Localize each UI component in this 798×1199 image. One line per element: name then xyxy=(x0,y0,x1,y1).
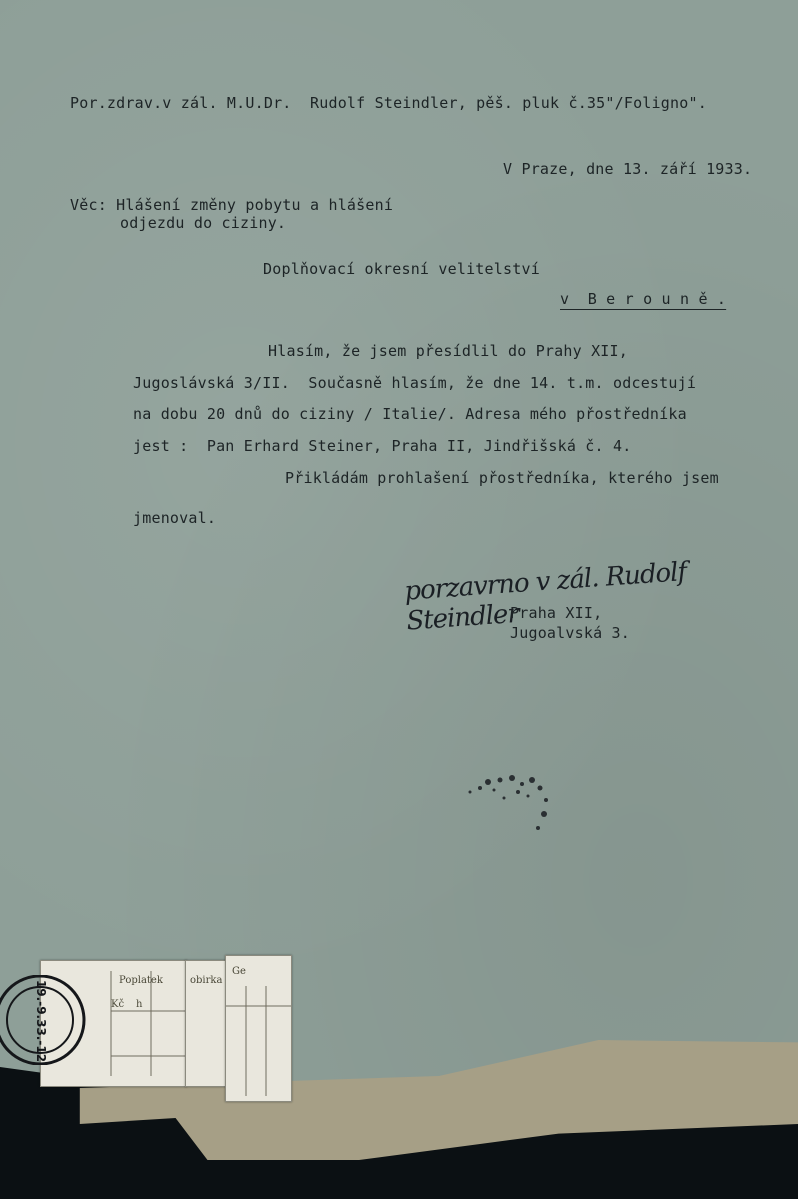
address-line-1: Praha XII, xyxy=(510,604,603,622)
subject-line-2: odjezdu do ciziny. xyxy=(120,214,287,232)
body-line-5: Přikládám prohlašení přostředníka, kterého jsem xyxy=(285,469,719,487)
postmark-date: 19.-9.33.-12 xyxy=(34,979,49,1063)
fee-stamp-3: Ge xyxy=(225,955,292,1102)
date-line: V Praze, dne 13. září 1933. xyxy=(503,160,753,178)
sender-line: Por.zdrav.v zál. M.U.Dr. Rudolf Steindler, pěš. pluk č.35"/Foligno". xyxy=(70,94,707,112)
fee-stamp-2: obirka xyxy=(185,960,232,1087)
fee-stamp-1: Poplatek Kč h xyxy=(40,960,187,1087)
body-line-4: jest : Pan Erhard Steiner, Praha II, Jindřišská č. 4. xyxy=(133,437,632,455)
recipient-line-1: Doplňovací okresní velitelství xyxy=(263,260,540,278)
body-line-1: Hlasím, že jsem přesídlil do Prahy XII, xyxy=(268,342,628,360)
recipient-line-2: v B e r o u n ě . xyxy=(560,290,727,308)
address-line-2: Jugoalvská 3. xyxy=(510,624,630,642)
body-line-6: jmenoval. xyxy=(133,509,217,527)
body-line-3: na dobu 20 dnů do ciziny / Italie/. Adresa mého přostředníka xyxy=(133,405,687,423)
subject-line-1: Věc: Hlášení změny pobytu a hlášení xyxy=(70,196,394,214)
stamp-grid-3 xyxy=(226,956,291,1101)
body-line-2: Jugoslávská 3/II. Současně hlasím, že dne 14. t.m. odcestují xyxy=(133,374,697,392)
handwritten-signature: porzavrno v zál. Rudolf Steindler xyxy=(403,557,688,637)
ink-blot-mark xyxy=(460,770,560,840)
